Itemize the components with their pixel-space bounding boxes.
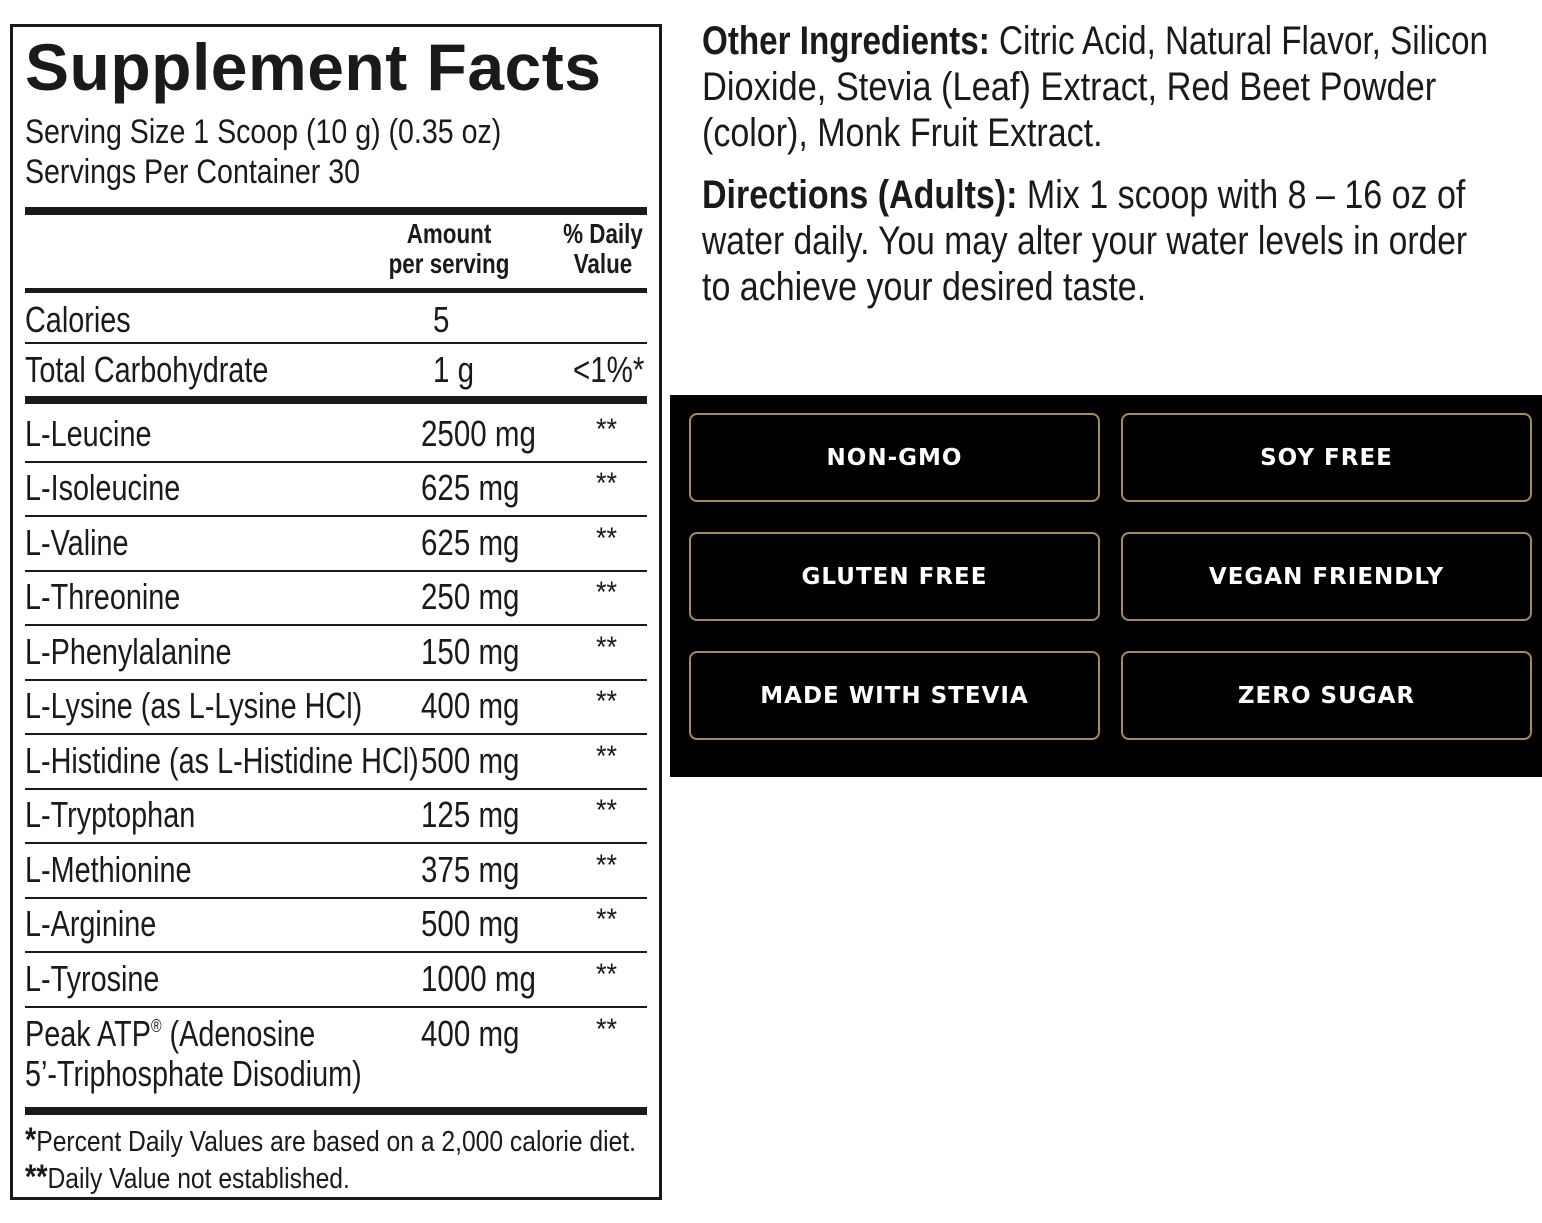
nutrient-daily-value: <1%*: [573, 349, 645, 390]
badge-vegan-friendly: VEGAN FRIENDLY: [1121, 532, 1532, 621]
ingredient-row: [25, 903, 647, 949]
header-dv-line2: Value: [573, 248, 633, 279]
ingredient-name: L-Valine: [25, 522, 129, 563]
ingredient-row: [25, 413, 647, 459]
ingredient-amount: 125 mg: [421, 794, 520, 835]
header-amount-line2: per serving: [388, 248, 510, 279]
row-divider: [25, 342, 647, 344]
ingredient-row: [25, 794, 647, 840]
ingredient-amount: 400 mg: [421, 685, 520, 726]
ingredient-daily-value: **: [596, 794, 618, 827]
ingredient-row: [25, 631, 647, 677]
other-ingredients-line2: Dioxide, Stevia (Leaf) Extract, Red Beet Powder: [702, 65, 1437, 109]
ingredient-amount: 500 mg: [421, 903, 520, 944]
ingredient-amount: 400 mg: [421, 1013, 520, 1054]
ingredient-name: L-Histidine (as L-Histidine HCl): [25, 740, 419, 781]
ingredient-name: L-Isoleucine: [25, 467, 181, 508]
feature-badges-panel: [670, 395, 1542, 777]
row-divider: [25, 951, 647, 953]
row-divider: [25, 570, 647, 572]
footnote-mark: *: [25, 1121, 37, 1159]
ingredient-row: [25, 740, 647, 786]
row-divider: [25, 624, 647, 626]
ingredient-amount: 150 mg: [421, 631, 520, 672]
ingredient-row-peak-atp: [25, 1013, 647, 1099]
ingredient-amount: 500 mg: [421, 740, 520, 781]
directions-line2: water daily. You may alter your water levels in order: [702, 219, 1468, 263]
ingredient-name: L-Leucine: [25, 413, 152, 454]
ingredient-row: [25, 685, 647, 731]
other-ingredients-text: Citric Acid, Natural Flavor, Silicon: [989, 19, 1488, 63]
badge-gluten-free: GLUTEN FREE: [689, 532, 1100, 621]
ingredient-name: L-Threonine: [25, 576, 181, 617]
ingredient-row: [25, 958, 647, 1004]
row-divider: [25, 733, 647, 735]
facts-title: Supplement Facts: [25, 30, 602, 104]
footnote-text: Percent Daily Values are based on a 2,000 calorie diet.: [36, 1126, 636, 1158]
thick-rule-top: [25, 207, 647, 215]
row-divider: [25, 842, 647, 844]
servings-per-container: Servings Per Container 30: [25, 153, 360, 191]
ingredient-daily-value: **: [596, 576, 618, 609]
header-daily-value: [555, 219, 651, 279]
ingredient-daily-value: **: [596, 467, 618, 500]
ingredient-row: [25, 467, 647, 513]
nutrient-row-calories: [25, 299, 647, 345]
nutrient-amount: 5: [433, 299, 450, 340]
peak-atp-name-rest: (Adenosine: [161, 1013, 316, 1054]
badge-soy-free: SOY FREE: [1121, 413, 1532, 502]
ingredient-daily-value: **: [596, 958, 618, 991]
ingredient-name: L-Phenylalanine: [25, 631, 232, 672]
badge-made-with-stevia: MADE WITH STEVIA: [689, 651, 1100, 740]
directions-text: Mix 1 scoop with 8 – 16 oz of: [1017, 173, 1466, 217]
nutrient-name: Calories: [25, 299, 131, 340]
row-divider: [25, 679, 647, 681]
ingredient-amount: 2500 mg: [421, 413, 536, 454]
ingredient-daily-value: **: [596, 685, 618, 718]
directions-line1: [702, 172, 1466, 218]
peak-atp-name: Peak ATP: [25, 1013, 151, 1054]
ingredient-name: L-Tryptophan: [25, 794, 196, 835]
directions: [702, 172, 1528, 310]
serving-size: Serving Size 1 Scoop (10 g) (0.35 oz): [25, 113, 502, 151]
ingredient-name: L-Arginine: [25, 903, 157, 944]
ingredient-row: [25, 849, 647, 895]
thick-rule-bottom: [25, 1107, 647, 1115]
supplement-facts-panel: [10, 24, 662, 1200]
ingredient-name: L-Methionine: [25, 849, 192, 890]
footnote-dv-not-established: [25, 1158, 350, 1197]
header-dv-line1: % Daily: [563, 218, 643, 249]
ingredient-daily-value: **: [596, 1013, 618, 1046]
other-ingredients-line3: (color), Monk Fruit Extract.: [702, 111, 1103, 155]
rule-under-header: [25, 288, 647, 293]
ingredient-amount: 250 mg: [421, 576, 520, 617]
row-divider: [25, 1006, 647, 1008]
ingredient-daily-value: **: [596, 631, 618, 664]
ingredient-amount: 375 mg: [421, 849, 520, 890]
other-ingredients-line1: [702, 18, 1488, 64]
badge-zero-sugar: ZERO SUGAR: [1121, 651, 1532, 740]
ingredient-daily-value: **: [596, 740, 618, 773]
ingredient-amount: 625 mg: [421, 467, 520, 508]
other-ingredients: [702, 18, 1528, 156]
ingredient-name: L-Tyrosine: [25, 958, 160, 999]
nutrient-name: Total Carbohydrate: [25, 349, 269, 390]
row-divider: [25, 515, 647, 517]
ingredient-amount: 1000 mg: [421, 958, 536, 999]
ingredient-name-line1: [25, 1013, 315, 1055]
header-amount: [377, 219, 521, 279]
row-divider: [25, 461, 647, 463]
registered-mark: ®: [150, 1016, 162, 1036]
footnote-percent-dv: [25, 1121, 636, 1160]
directions-label: Directions (Adults):: [702, 173, 1018, 217]
row-divider: [25, 788, 647, 790]
ingredient-name-line2: 5’-Triphosphate Disodium): [25, 1053, 362, 1094]
ingredient-daily-value: **: [596, 522, 618, 555]
ingredient-row: [25, 576, 647, 622]
header-amount-line1: Amount: [406, 218, 492, 249]
footnote-mark: **: [25, 1158, 48, 1196]
ingredient-daily-value: **: [596, 413, 618, 446]
other-ingredients-label: Other Ingredients:: [702, 19, 990, 63]
row-divider: [25, 897, 647, 899]
ingredient-daily-value: **: [596, 849, 618, 882]
nutrient-amount: 1 g: [433, 349, 475, 390]
ingredient-name: L-Lysine (as L-Lysine HCl): [25, 685, 363, 726]
ingredient-amount: 625 mg: [421, 522, 520, 563]
thick-rule-mid: [25, 396, 647, 404]
directions-line3: to achieve your desired taste.: [702, 265, 1147, 309]
badge-non-gmo: NON-GMO: [689, 413, 1100, 502]
ingredient-daily-value: **: [596, 903, 618, 936]
footnote-text: Daily Value not established.: [47, 1163, 350, 1195]
nutrient-row-carbohydrate: [25, 349, 647, 395]
ingredient-row: [25, 522, 647, 568]
